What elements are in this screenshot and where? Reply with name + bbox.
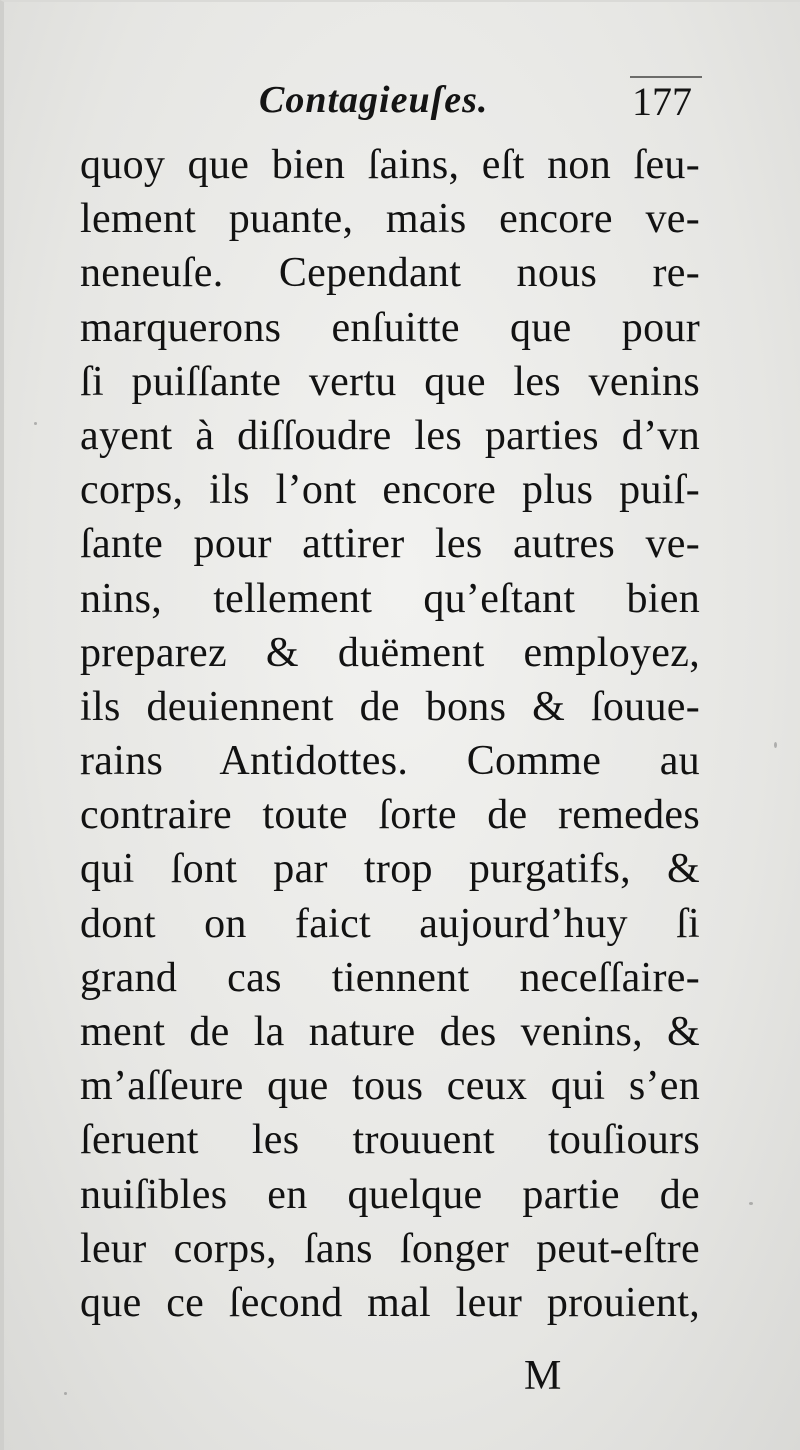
paper-speck [774,742,777,748]
text-line: que ce ſecond mal leur prouient, [80,1279,700,1326]
text-line: nuiſibles en quelque partie de [80,1171,700,1218]
text-line: contraire toute ſorte de remedes [80,792,700,839]
running-title: Contagieuſes. [259,79,489,121]
text-line: ils deuiennent de bons & ſouue- [80,683,700,730]
text-line: marquerons enſuitte que pour [80,304,700,351]
text-line: ſi puiſſante vertu que les venins [80,358,700,405]
text-line: lement puante, mais encore ve- [80,196,700,243]
text-line: ſeruent les trouuent touſiours [80,1117,700,1164]
paper-speck [749,1202,753,1205]
text-line: dont on faict aujourd’huy ſi [80,900,700,947]
text-line: rains Antidottes. Comme au [80,738,700,785]
catchword: M [524,1353,562,1399]
text-line: neneuſe. Cependant nous re- [80,250,700,297]
paper-speck [64,1392,67,1395]
text-line: preparez & duëment employez, [80,629,700,676]
body-text [80,138,700,1330]
text-line: m’aſſeure que tous ceux qui s’en [80,1063,700,1110]
text-line: quoy que bien ſains, eſt non ſeu- [80,142,700,188]
text-line: grand cas tiennent neceſſaire- [80,954,700,1001]
text-line: ment de la nature des venins, & [80,1009,700,1055]
text-line: corps, ils l’ont encore plus puiſ- [80,467,700,514]
running-head [4,72,800,132]
text-line: ſante pour attirer les autres ve- [80,521,700,568]
paper-speck [34,422,37,425]
page-number: 177 [632,79,692,124]
text-line: nins, tellement qu’eſtant bien [80,575,700,622]
text-line: ayent à diſſoudre les parties d’vn [80,412,700,459]
text-line: qui ſont par trop purgatifs, & [80,846,700,893]
text-line: leur corps, ſans ſonger peut-eſtre [80,1225,700,1272]
